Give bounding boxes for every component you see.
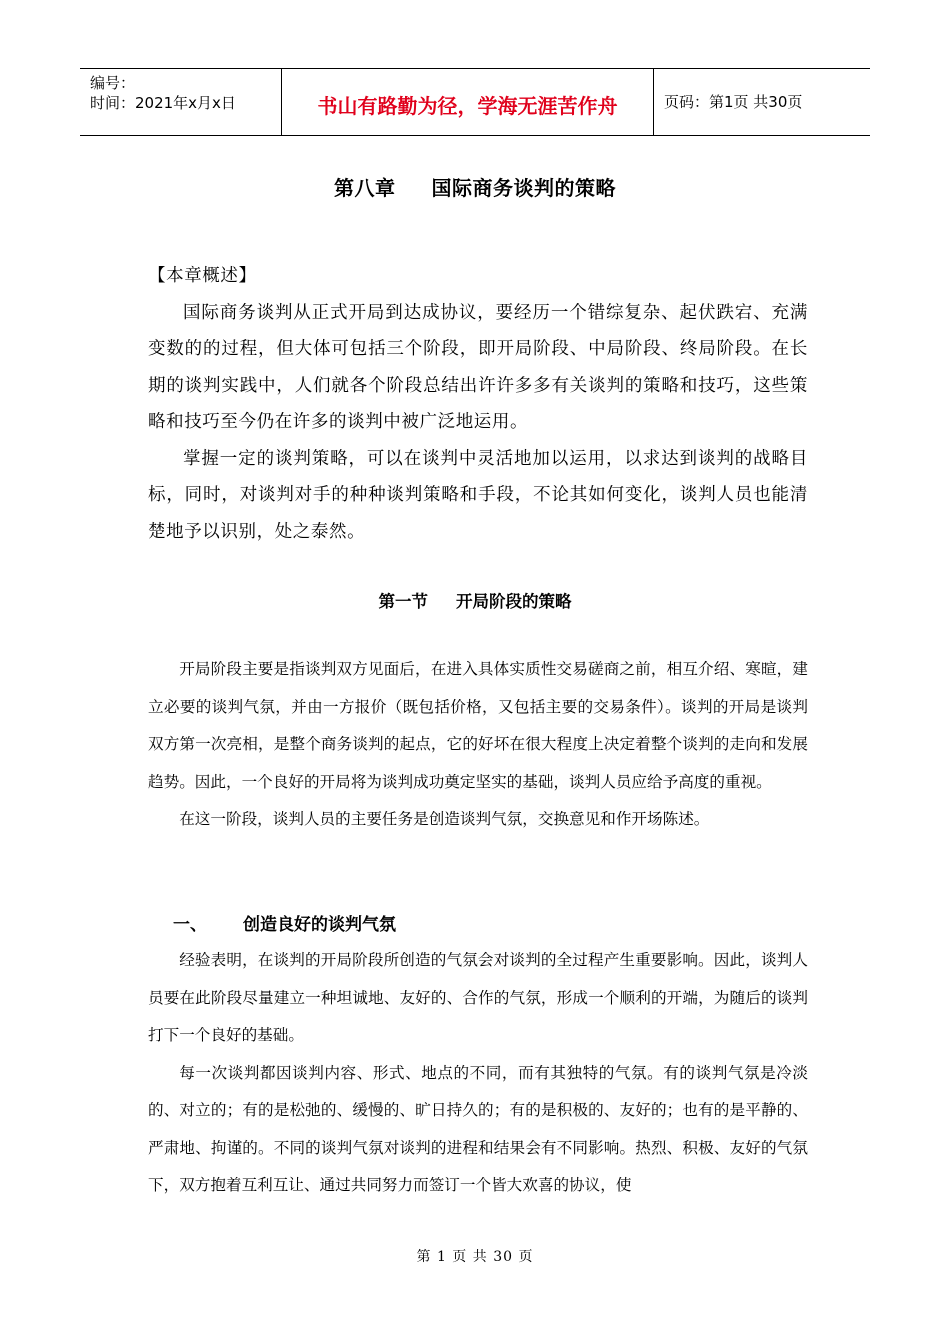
header-meta [80,69,281,135]
subsection-paragraph: 每一次谈判都因谈判内容、形式、地点的不同，而有其独特的气氛。有的谈判气氛是冷淡的、对立的；有的是松弛的、缓慢的、旷日持久的；有的是积极的、友好的；也有的是平静的、严肃地、拘谨的。不同的谈判气氛对谈判的进程和结果会有不同影响。热烈、积极、友好的气氛下，双方抱着互利互让、通过共同努力而签订一个皆大欢喜的协议，使 [148,1063,808,1194]
page-footer: 第 1 页 共 30 页 [416,1249,534,1265]
overview-block [148,258,808,550]
header-page-info: 页码：第1页 共30页 [664,93,803,111]
subsection-paragraph: 经验表明，在谈判的开局阶段所创造的气氛会对谈判的全过程产生重要影响。因此，谈判人员要在此阶段尽量建立一种坦诚地、友好的、合作的气氛，形成一个顺利的开端，为随后的谈判打下一个良好的基础。 [148,951,808,1044]
subsection-body [148,942,808,1205]
subsection-number: 一、 [173,915,207,935]
header-number-label: 编号： [90,74,136,92]
overview-paragraph: 掌握一定的谈判策略，可以在谈判中灵活地加以运用，以求达到谈判的战略目标，同时，对谈判对手的种种谈判策略和手段，不论其如何变化，谈判人员也能清楚地予以识别，处之泰然。 [148,448,808,542]
overview-heading: 【本章概述】 [148,266,257,286]
section-name: 开局阶段的策略 [456,592,572,611]
section-number: 第一节 [378,592,428,611]
chapter-number: 第八章 [334,176,396,200]
subsection-heading [173,910,396,935]
chapter-title [0,172,950,201]
section-title [0,588,950,612]
header-motto: 书山有路勤为径，学海无涯苦作舟 [281,69,654,135]
section-paragraph: 开局阶段主要是指谈判双方见面后，在进入具体实质性交易磋商之前，相互介绍、寒暄，建立必要的谈判气氛，并由一方报价（既包括价格，又包括主要的交易条件）。谈判的开局是谈判双方第一次亮相，是整个商务谈判的起点，它的好坏在很大程度上决定着整个谈判的走向和发展趋势。因此，一个良好的开局将为谈判成功奠定坚实的基础，谈判人员应给予高度的重视。 [148,660,808,791]
document-header [80,68,870,136]
overview-paragraph: 国际商务谈判从正式开局到达成协议，要经历一个错综复杂、起伏跌宕、充满变数的的过程，但大体可包括三个阶段，即开局阶段、中局阶段、终局阶段。在长期的谈判实践中，人们就各个阶段总结出许许多多有关谈判的策略和技巧，这些策略和技巧至今仍在许多的谈判中被广泛地运用。 [148,302,808,432]
section-body [148,651,808,839]
chapter-name: 国际商务谈判的策略 [431,176,616,200]
header-date: 时间：2021年x月x日 [90,94,236,112]
section-paragraph: 在这一阶段，谈判人员的主要任务是创造谈判气氛，交换意见和作开场陈述。 [179,810,710,828]
subsection-title: 创造良好的谈判气氛 [243,915,396,935]
